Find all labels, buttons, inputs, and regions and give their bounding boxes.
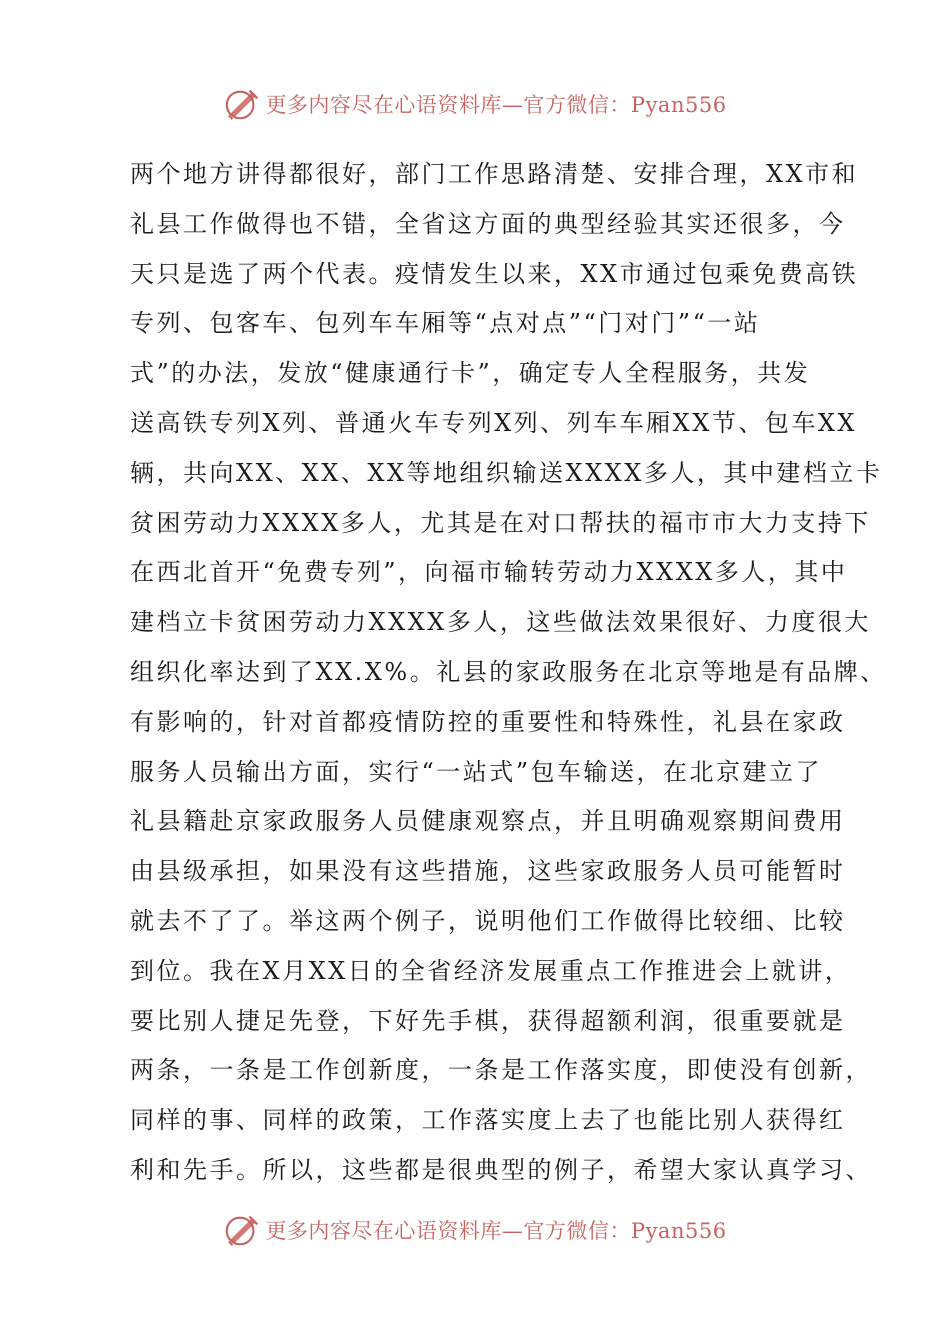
text-line: 天只是选了两个代表。疫情发生以来，XX市通过包乘免费高铁: [130, 259, 859, 288]
text-line: 送高铁专列X列、普通火车专列X列、列车车厢XX节、包车XX: [130, 408, 858, 437]
text-line: 礼县工作做得也不错，全省这方面的典型经验其实还很多，今: [130, 209, 846, 238]
text-line: 到位。我在X月XX日的全省经济发展重点工作推进会上就讲，: [130, 956, 852, 985]
text-line: 专列、包客车、包列车车厢等“点对点”“门对门”“一站: [130, 309, 761, 338]
document-body: [130, 150, 887, 1196]
watermark-text: 更多内容尽在心语资料库—官方微信：Pyan556: [265, 93, 727, 117]
text-line: 在西北首开“免费专列”，向福市输转劳动力XXXX多人，其中: [130, 558, 848, 587]
text-line: 由县级承担，如果没有这些措施，这些家政服务人员可能暂时: [130, 857, 846, 886]
text-line: 组织化率达到了XX.X%。礼县的家政服务在北京等地是有品牌、: [130, 657, 887, 686]
text-line: 就去不了了。举这两个例子，说明他们工作做得比较细、比较: [130, 906, 846, 935]
text-line: 贫困劳动力XXXX多人，尤其是在对口帮扶的福市市大力支持下: [130, 508, 871, 537]
text-line: 两个地方讲得都很好，部门工作思路清楚、安排合理，XX市和: [130, 160, 859, 188]
text-line: 礼县籍赴京家政服务人员健康观察点，并且明确观察期间费用: [130, 807, 846, 836]
text-line: 要比别人捷足先登，下好先手棋，获得超额利润，很重要就是: [130, 1006, 846, 1035]
text-line: 有影响的，针对首都疫情防控的重要性和特殊性，礼县在家政: [130, 707, 846, 736]
watermark-text: 更多内容尽在心语资料库—官方微信：Pyan556: [265, 1219, 727, 1243]
text-line: 辆，共向XX、XX、XX等地组织输送XXXX多人，其中建档立卡: [130, 458, 883, 487]
pen-circle-logo-icon: [223, 85, 261, 123]
header-watermark: [0, 84, 950, 124]
text-line: 两条，一条是工作创新度，一条是工作落实度，即使没有创新，: [130, 1056, 872, 1085]
footer-watermark: [0, 1210, 950, 1250]
text-line: 服务人员输出方面，实行“一站式”包车输送，在北京建立了: [130, 757, 823, 786]
text-line: 建档立卡贫困劳动力XXXX多人，这些做法效果很好、力度很大: [130, 608, 871, 637]
pen-circle-logo-icon: [223, 1211, 261, 1249]
text-line: 式”的办法，发放“健康通行卡”，确定专人全程服务，共发: [130, 359, 811, 388]
text-line: 利和先手。所以，这些都是很典型的例子，希望大家认真学习、: [130, 1155, 872, 1184]
text-line: 同样的事、同样的政策，工作落实度上去了也能比别人获得红: [130, 1106, 846, 1135]
